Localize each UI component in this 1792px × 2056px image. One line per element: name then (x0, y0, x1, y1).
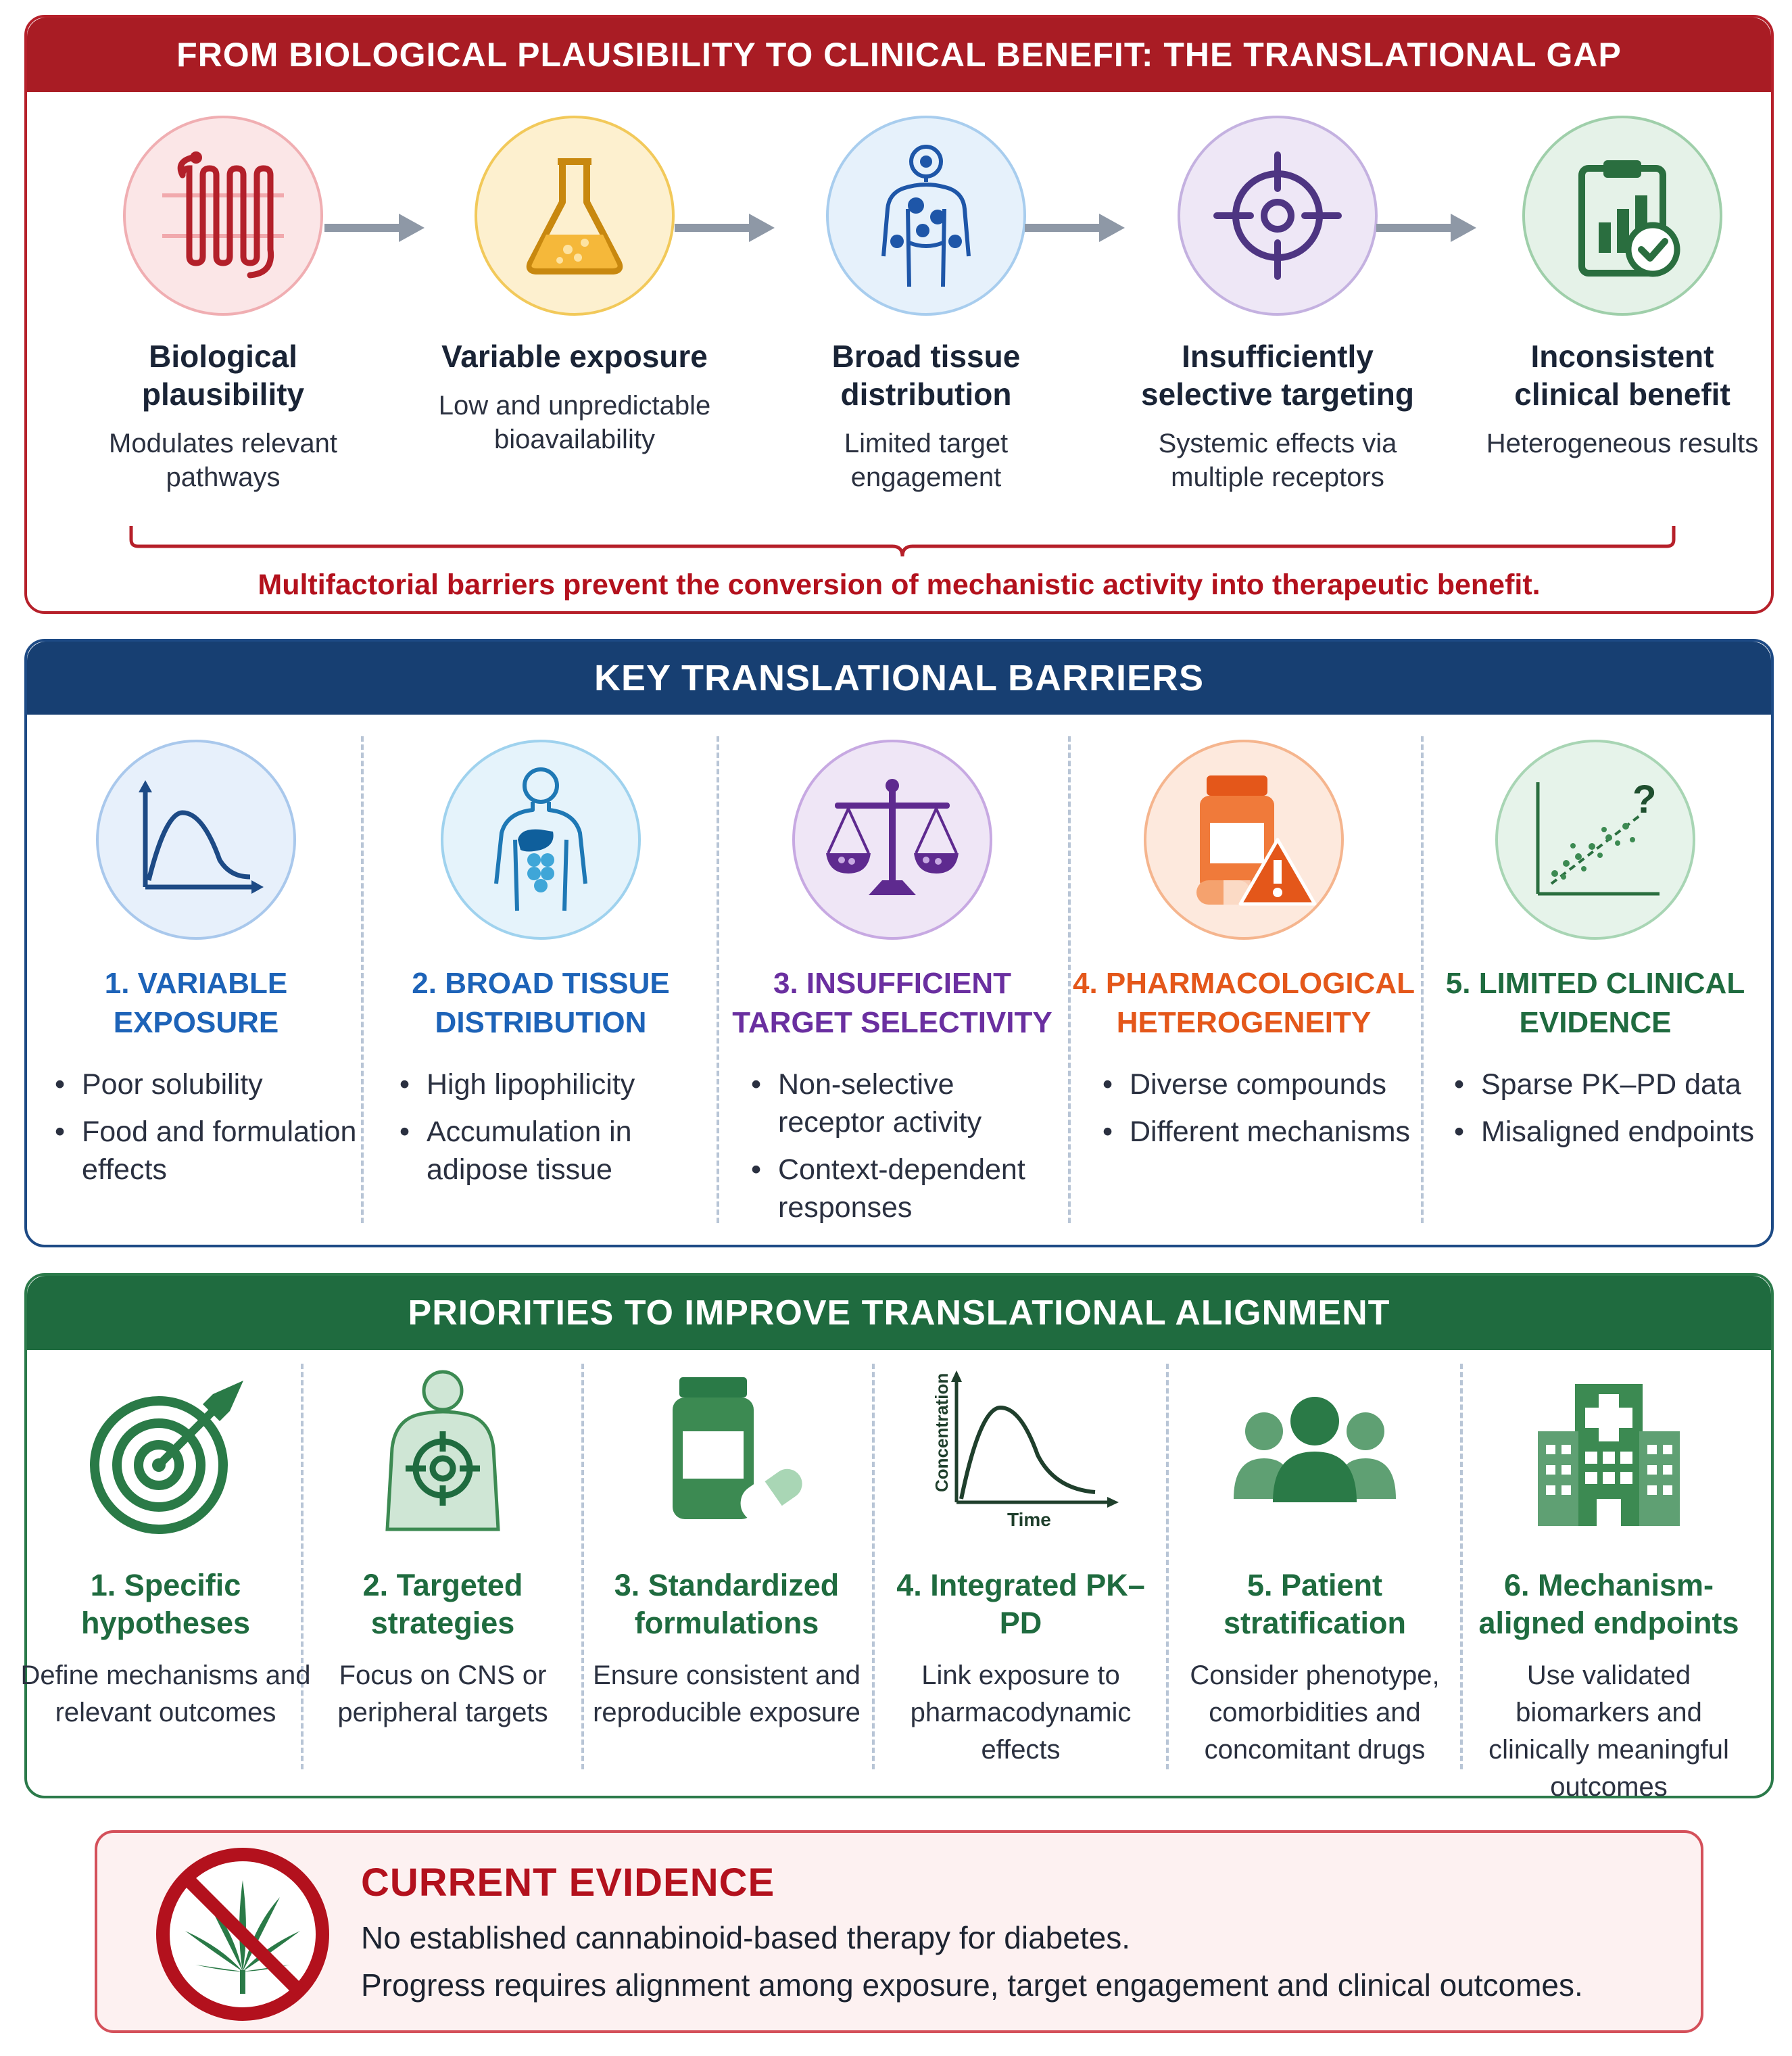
bullet-item: • Context-dependent responses (751, 1151, 1065, 1226)
step-description: Heterogeneous results (1486, 429, 1759, 458)
step-inconsistent-benefit (1480, 116, 1764, 460)
step-title: Inconsistent clinical benefit (1514, 339, 1730, 412)
bullet-item: • Sparse PK–PD data (1454, 1066, 1768, 1103)
barrier-bullets (1071, 1066, 1416, 1151)
crosshair-icon (1178, 116, 1378, 316)
barrier-bullets (24, 1066, 368, 1189)
barrier-limited-evidence (1423, 740, 1768, 1160)
step-broad-tissue-distribution (784, 116, 1068, 494)
priority-description: Focus on CNS or peripheral targets (337, 1660, 548, 1727)
bullet-item: • Non-selective receptor activity (751, 1066, 1065, 1141)
bullet-item: • Diverse compounds (1103, 1066, 1416, 1103)
barrier-title: 1. VARIABLE EXPOSURE (104, 967, 288, 1039)
barrier-bullets (368, 1066, 713, 1189)
axis-x-label: Time (1007, 1509, 1051, 1530)
arrow-right-icon (324, 211, 426, 245)
step-title: Broad tissue distribution (831, 339, 1021, 412)
step-title: Biological plausibility (141, 339, 305, 412)
barrier-tissue-distribution (368, 740, 713, 1198)
bullet-item: • Poor solubility (55, 1066, 368, 1103)
priority-description: Link exposure to pharmacodynamic effects (910, 1660, 1132, 1765)
pill-bottle-warning-icon (1144, 740, 1344, 940)
priority-title: 1. Specific hypotheses (80, 1568, 251, 1640)
translational-gap-panel (24, 15, 1774, 614)
barrier-pharmacological-heterogeneity (1071, 740, 1416, 1160)
priority-description: Ensure consistent and reproducible exposure (593, 1660, 861, 1727)
barrier-title: 4. PHARMACOLOGICAL HETEROGENEITY (1073, 967, 1415, 1039)
step-description: Systemic effects via multiple receptors (1158, 429, 1397, 492)
people-group-icon (1227, 1367, 1403, 1543)
priority-mechanism-endpoints (1463, 1367, 1754, 1806)
step-selective-targeting (1136, 116, 1420, 494)
bullet-item: • Food and formulation effects (55, 1113, 368, 1189)
gap-panel-title: FROM BIOLOGICAL PLAUSIBILITY TO CLINICAL BENEFIT: THE TRANSLATIONAL GAP (27, 18, 1771, 92)
step-title: Insufficiently selective targeting (1141, 339, 1414, 412)
barriers-panel-title: KEY TRANSLATIONAL BARRIERS (27, 642, 1771, 715)
divider (717, 736, 719, 1223)
receptor-icon (123, 116, 323, 316)
flask-icon (475, 116, 675, 316)
gap-conclusion: Multifactorial barriers prevent the conversion of mechanistic activity into therapeutic benefit. (258, 569, 1541, 601)
svg-text:?: ? (1632, 778, 1657, 821)
priority-title: 5. Patient stratification (1223, 1568, 1407, 1640)
body-target-icon (355, 1367, 531, 1543)
priority-title: 6. Mechanism-aligned endpoints (1478, 1568, 1739, 1640)
bullet-item: • Misaligned endpoints (1454, 1113, 1768, 1151)
bullet-item: • Different mechanisms (1103, 1113, 1416, 1151)
evidence-line-2: Progress requires alignment among exposure, target engagement and clinical outcomes. (361, 1967, 1583, 2003)
priority-description: Consider phenotype, comorbidities and concomitant drugs (1190, 1660, 1440, 1765)
step-biological-plausibility (81, 116, 365, 494)
priority-standardized-formulations (581, 1367, 872, 1731)
barrier-title: 2. BROAD TISSUE DISTRIBUTION (412, 967, 670, 1039)
step-variable-exposure (433, 116, 717, 456)
step-description: Low and unpredictable bioavailability (438, 391, 711, 454)
bullet-item: • Accumulation in adipose tissue (399, 1113, 713, 1189)
barrier-bullets (1423, 1066, 1768, 1151)
priority-title: 4. Integrated PK–PD (896, 1568, 1145, 1640)
scatter-question-icon (1495, 740, 1695, 940)
barrier-title: 5. LIMITED CLINICAL EVIDENCE (1445, 967, 1745, 1039)
evidence-title: CURRENT EVIDENCE (361, 1861, 775, 1905)
arrow-right-icon (1025, 211, 1126, 245)
pill-bottle-icon (639, 1367, 815, 1543)
bullet-item: • High lipophilicity (399, 1066, 713, 1103)
clipboard-chart-icon (1522, 116, 1722, 316)
concentration-time-icon (919, 1367, 1122, 1543)
divider (1068, 736, 1071, 1223)
balance-scale-icon (792, 740, 992, 940)
divider (1460, 1364, 1463, 1769)
body-distribution-icon (826, 116, 1026, 316)
priority-title: 2. Targeted strategies (362, 1568, 523, 1640)
priority-integrated-pkpd (875, 1367, 1166, 1769)
no-cannabis-icon (151, 1843, 334, 2026)
barriers-panel (24, 639, 1774, 1247)
priority-title: 3. Standardized formulations (614, 1568, 840, 1640)
body-organs-icon (441, 740, 641, 940)
priority-description: Use validated biomarkers and clinically meaningful outcomes (1488, 1660, 1729, 1802)
divider (1166, 1364, 1169, 1769)
divider (872, 1364, 875, 1769)
priority-description: Define mechanisms and relevant outcomes (20, 1660, 311, 1727)
priorities-panel (20, 1273, 1774, 1802)
current-evidence-panel (95, 1830, 1703, 2033)
barrier-target-selectivity (720, 740, 1065, 1236)
pk-curve-icon (96, 740, 296, 940)
barrier-title: 3. INSUFFICIENT TARGET SELECTIVITY (732, 967, 1052, 1039)
priority-targeted-strategies (297, 1367, 588, 1731)
arrow-right-icon (1376, 211, 1478, 245)
priorities-panel-title: PRIORITIES TO IMPROVE TRANSLATIONAL ALIGNMENT (27, 1276, 1771, 1350)
bracket-divider (128, 526, 1676, 560)
barrier-bullets (720, 1066, 1065, 1226)
barrier-variable-exposure (24, 740, 368, 1198)
step-description: Modulates relevant pathways (109, 429, 337, 492)
hospital-icon (1521, 1367, 1697, 1543)
arrow-right-icon (675, 211, 776, 245)
priority-specific-hypotheses (20, 1367, 311, 1731)
evidence-line-1: No established cannabinoid-based therapy for diabetes. (361, 1920, 1130, 1955)
priority-patient-stratification (1169, 1367, 1460, 1769)
target-arrow-icon (78, 1367, 253, 1543)
axis-y-label: Concentration (931, 1372, 952, 1492)
step-description: Limited target engagement (844, 429, 1009, 492)
step-title: Variable exposure (441, 339, 708, 374)
